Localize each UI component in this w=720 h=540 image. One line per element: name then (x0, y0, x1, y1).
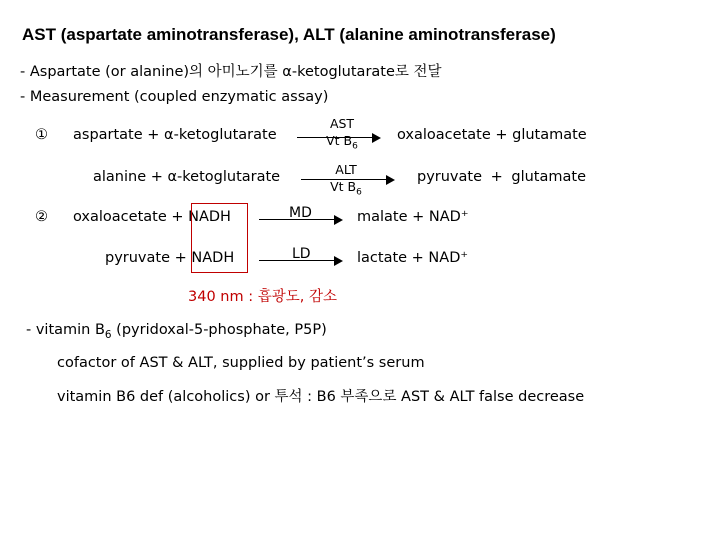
reaction1-line2-reactants: alanine + α-ketoglutarate (93, 169, 281, 185)
slide-title: AST (aspartate aminotransferase), ALT (alanine aminotransferase) (22, 25, 556, 44)
nadh-label: NADH (188, 209, 231, 225)
vitamin-b6-bullet: - vitamin $B_6$ (pyridoxal-5-phosphate, P5P) (26, 322, 327, 341)
reaction1-line1-reactants: aspartate + α-ketoglutarate (73, 127, 277, 143)
nadh-label: NADH (191, 250, 235, 266)
reaction1-line2-arrow (301, 179, 393, 180)
reaction2-line1-products: malate + NAD⁺ (357, 209, 469, 225)
reaction1-line1-products: oxaloacetate + glutamate (397, 127, 587, 143)
alt-enzyme: ALT (335, 162, 357, 177)
md-enzyme: MD (289, 205, 312, 221)
reaction1-marker: ① (35, 127, 48, 143)
reaction2-line2-substrate: pyruvate + NADH (105, 250, 235, 266)
bullet-transfer: - Aspartate (or alanine)의 아미노기를 α-ketoglutarate로 전달 (20, 64, 442, 80)
reaction2-line1-substrate: oxaloacetate + NADH (73, 209, 231, 225)
vitamin-cofactor-detail: cofactor of AST & ALT, supplied by patient’s serum (57, 355, 425, 371)
reaction2-line1-arrow (259, 219, 341, 220)
nadh-highlight-box (191, 203, 248, 273)
reaction1-line2-products: pyruvate + glutamate (417, 169, 586, 185)
reaction1-line1-enzyme-label (314, 115, 370, 156)
ld-enzyme: LD (292, 246, 311, 262)
reaction1-line2-enzyme-label (318, 161, 374, 202)
reaction2-line2-products: lactate + NAD⁺ (357, 250, 469, 266)
vitamin-deficiency-detail: vitamin B6 def (alcoholics) or 투석 : B6 부족으로 AST & ALT false decrease (57, 389, 585, 405)
reaction1-line1-arrow (297, 137, 379, 138)
absorbance-note: 340 nm : 흡광도, 감소 (188, 289, 337, 305)
reaction2-marker: ② (35, 209, 48, 225)
ast-cofactor: Vt $B_6$ (326, 133, 358, 152)
ast-enzyme: AST (329, 116, 355, 131)
reaction2-line2-arrow (259, 260, 341, 261)
bullet-measurement: - Measurement (coupled enzymatic assay) (20, 89, 329, 105)
alt-cofactor: Vt $B_6$ (330, 179, 362, 198)
